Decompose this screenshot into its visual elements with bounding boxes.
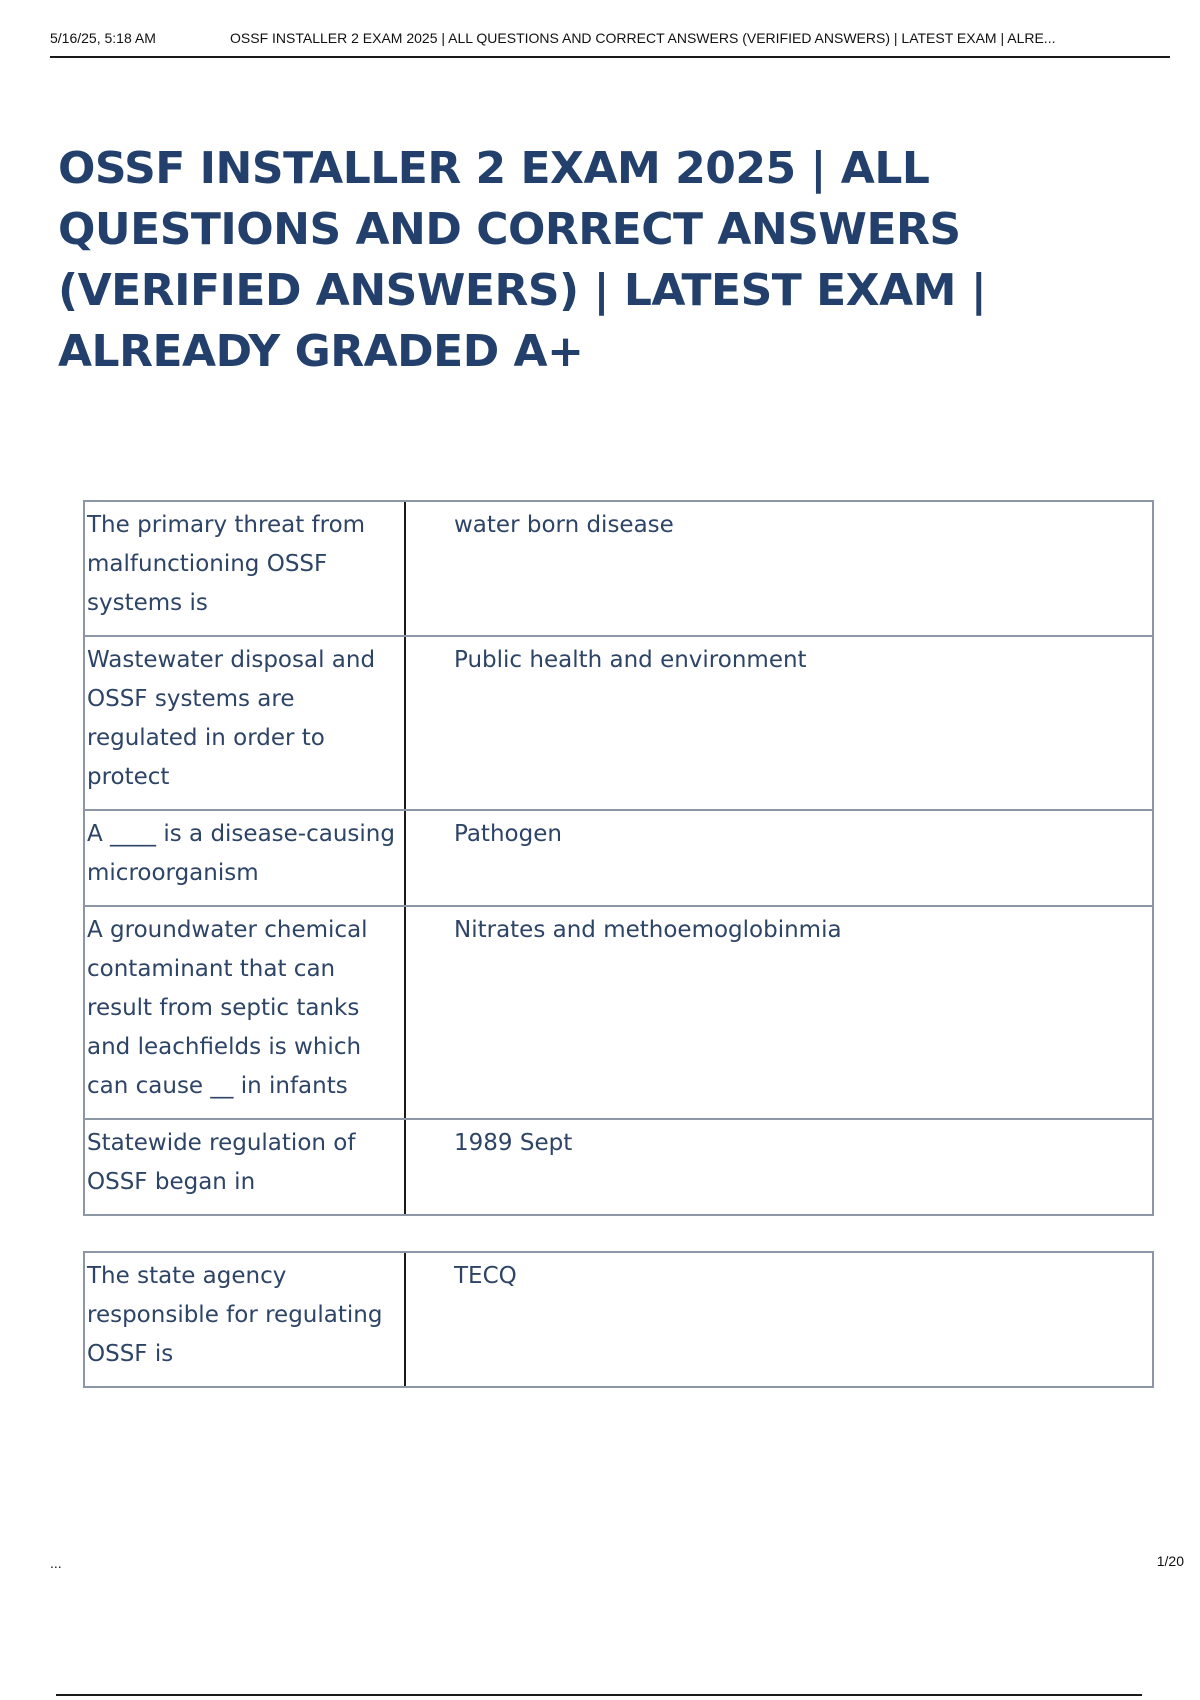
- qa-row: [85, 907, 1152, 1120]
- qa-answer: Pathogen: [454, 821, 562, 847]
- qa-row: [85, 1120, 1152, 1214]
- qa-answer: Public health and environment: [454, 647, 807, 673]
- print-timestamp: 5/16/25, 5:18 AM: [50, 30, 156, 46]
- qa-question: The state agency responsible for regulating OSSF is: [85, 1253, 406, 1386]
- qa-question: Wastewater disposal and OSSF systems are regulated in order to protect: [85, 637, 406, 809]
- qa-table: [83, 1251, 1154, 1388]
- qa-answer: water born disease: [454, 512, 674, 538]
- print-header: [50, 30, 1170, 58]
- qa-row: [85, 811, 1152, 907]
- qa-answer: Nitrates and methoemoglobinmia: [454, 917, 842, 943]
- page-title: OSSF INSTALLER 2 EXAM 2025 | ALL QUESTIONS AND CORRECT ANSWERS (VERIFIED ANSWERS) | LATEST EXAM | ALREADY GRADED A+: [58, 143, 987, 377]
- page-number: 1/20: [1156, 1553, 1184, 1569]
- qa-question: A ____ is a disease-causing microorganism: [85, 811, 406, 905]
- qa-row: [85, 502, 1152, 637]
- footer-url-truncated: ...: [50, 1555, 62, 1571]
- qa-row: [85, 1253, 1152, 1386]
- bottom-divider: [56, 1694, 1142, 1696]
- qa-answer: 1989 Sept: [454, 1130, 573, 1156]
- print-doc-title: OSSF INSTALLER 2 EXAM 2025 | ALL QUESTIONS AND CORRECT ANSWERS (VERIFIED ANSWERS) | LATEST EXAM | ALRE...: [230, 30, 1056, 46]
- qa-table: [83, 500, 1154, 1216]
- qa-question: A groundwater chemical contaminant that can result from septic tanks and leachfields is which can cause __ in infants: [85, 907, 406, 1118]
- qa-question: Statewide regulation of OSSF began in: [85, 1120, 406, 1214]
- qa-answer: TECQ: [454, 1263, 517, 1289]
- qa-question: The primary threat from malfunctioning OSSF systems is: [85, 502, 406, 635]
- qa-row: [85, 637, 1152, 811]
